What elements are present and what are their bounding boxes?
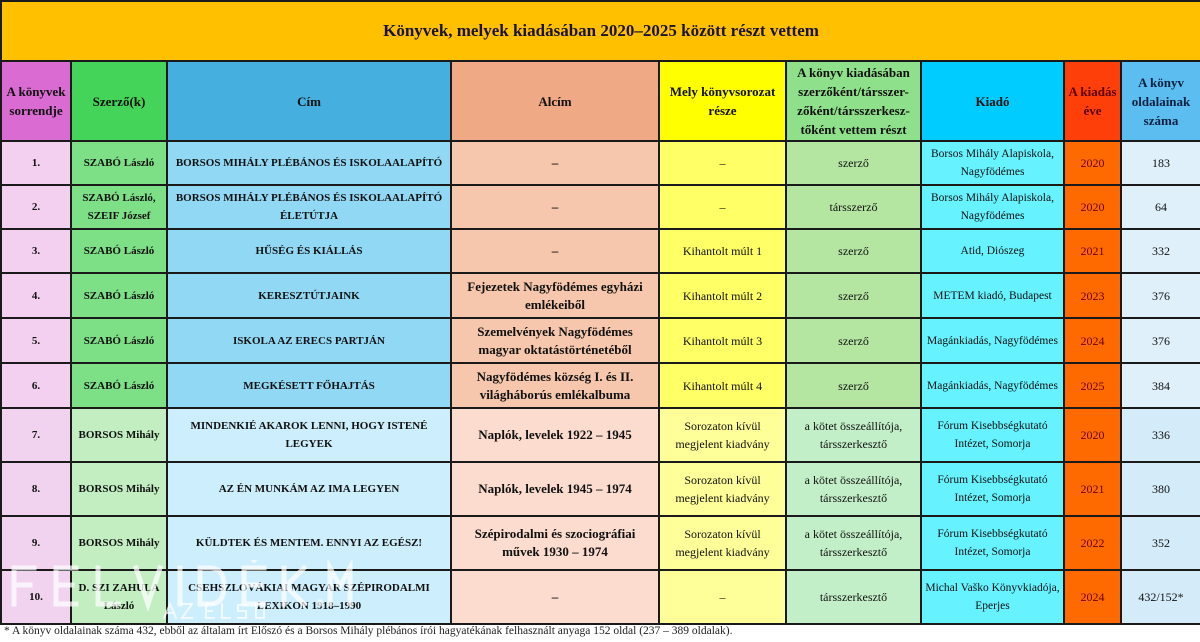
- row-order: 1.: [1, 141, 71, 185]
- header-title: Cím: [167, 61, 451, 141]
- row-order: 9.: [1, 516, 71, 570]
- row-title: HŰSÉG ÉS KIÁLLÁS: [167, 229, 451, 273]
- row-subtitle: –: [451, 570, 659, 624]
- table-title: Könyvek, melyek kiadásában 2020–2025 között részt vettem: [1, 1, 1200, 61]
- row-order: 5.: [1, 318, 71, 363]
- row-subtitle: Szemelvények Nagyfödémes magyar oktatástörténetéből: [451, 318, 659, 363]
- header-series: Mely könyvsorozat része: [659, 61, 786, 141]
- table-row: [1, 516, 1200, 570]
- row-author: BORSOS Mihály: [71, 462, 167, 516]
- table-row: [1, 141, 1200, 185]
- header-row: [1, 61, 1200, 141]
- row-year: 2021: [1064, 229, 1121, 273]
- row-pages: 352: [1121, 516, 1200, 570]
- row-order: 4.: [1, 273, 71, 318]
- row-author: SZABÓ László: [71, 363, 167, 408]
- row-order: 10.: [1, 570, 71, 624]
- row-role: szerző: [786, 273, 921, 318]
- row-title: KERESZTÚTJAINK: [167, 273, 451, 318]
- row-role: a kötet összeállítója, társszerkesztő: [786, 462, 921, 516]
- row-role: szerző: [786, 141, 921, 185]
- header-subtitle: Alcím: [451, 61, 659, 141]
- row-series: Kihantolt múlt 1: [659, 229, 786, 273]
- row-title: MEGKÉSETT FŐHAJTÁS: [167, 363, 451, 408]
- row-subtitle: Fejezetek Nagyfödémes egyházi emlékeiből: [451, 273, 659, 318]
- row-year: 2021: [1064, 462, 1121, 516]
- row-role: szerző: [786, 318, 921, 363]
- row-subtitle: –: [451, 141, 659, 185]
- header-order: A könyvek sorrendje: [1, 61, 71, 141]
- row-title: BORSOS MIHÁLY PLÉBÁNOS ÉS ISKOLAALAPÍTÓ ÉLETÚTJA: [167, 185, 451, 229]
- footnote: * A könyv oldalainak száma 432, ebből az általam írt Előszó és a Borsos Mihály plébános írói hagyatékának felhasznált anyaga 152 oldal (237 – 389 oldalak).: [4, 625, 733, 637]
- row-order: 6.: [1, 363, 71, 408]
- row-order: 8.: [1, 462, 71, 516]
- table-row: [1, 318, 1200, 363]
- header-author: Szerző(k): [71, 61, 167, 141]
- row-author: SZABÓ László: [71, 318, 167, 363]
- row-pages: 384: [1121, 363, 1200, 408]
- row-year: 2020: [1064, 185, 1121, 229]
- row-publisher: Michal Vaško Könyvkiadója, Eperjes: [921, 570, 1064, 624]
- row-role: a kötet összeállítója, társszerkesztő: [786, 516, 921, 570]
- row-role: szerző: [786, 363, 921, 408]
- table-row: [1, 185, 1200, 229]
- header-year: A kiadás éve: [1064, 61, 1121, 141]
- row-role: a kötet összeállítója, társszerkesztő: [786, 408, 921, 462]
- header-publisher: Kiadó: [921, 61, 1064, 141]
- row-role: társszerkesztő: [786, 570, 921, 624]
- row-publisher: Magánkiadás, Nagyfödémes: [921, 318, 1064, 363]
- row-publisher: Fórum Kisebbségkutató Intézet, Somorja: [921, 408, 1064, 462]
- row-year: 2024: [1064, 570, 1121, 624]
- row-year: 2025: [1064, 363, 1121, 408]
- row-publisher: Atid, Diószeg: [921, 229, 1064, 273]
- row-role: szerző: [786, 229, 921, 273]
- row-series: –: [659, 570, 786, 624]
- row-publisher: Borsos Mihály Alapiskola, Nagyfödémes: [921, 185, 1064, 229]
- row-year: 2023: [1064, 273, 1121, 318]
- row-series: Kihantolt múlt 2: [659, 273, 786, 318]
- row-title: AZ ÉN MUNKÁM AZ IMA LEGYEN: [167, 462, 451, 516]
- row-pages: 376: [1121, 318, 1200, 363]
- row-series: Sorozaton kívül megjelent kiadvány: [659, 516, 786, 570]
- row-role: társszerző: [786, 185, 921, 229]
- row-order: 2.: [1, 185, 71, 229]
- row-series: Sorozaton kívül megjelent kiadvány: [659, 408, 786, 462]
- row-year: 2024: [1064, 318, 1121, 363]
- row-publisher: Fórum Kisebbségkutató Intézet, Somorja: [921, 516, 1064, 570]
- row-author: SZABÓ László, SZEIF József: [71, 185, 167, 229]
- row-series: Kihantolt múlt 4: [659, 363, 786, 408]
- row-publisher: Borsos Mihály Alapiskola, Nagyfödémes: [921, 141, 1064, 185]
- table-row: [1, 273, 1200, 318]
- row-subtitle: Nagyfödémes község I. és II. világháborús emlékalbuma: [451, 363, 659, 408]
- row-author: BORSOS Mihály: [71, 408, 167, 462]
- row-series: Kihantolt múlt 3: [659, 318, 786, 363]
- row-subtitle: Szépirodalmi és szociográfiai művek 1930 – 1974: [451, 516, 659, 570]
- row-pages: 336: [1121, 408, 1200, 462]
- row-pages: 332: [1121, 229, 1200, 273]
- row-title: MINDENKIÉ AKAROK LENNI, HOGY ISTENÉ LEGYEK: [167, 408, 451, 462]
- row-publisher: METEM kiadó, Budapest: [921, 273, 1064, 318]
- row-pages: 432/152*: [1121, 570, 1200, 624]
- row-publisher: Fórum Kisebbségkutató Intézet, Somorja: [921, 462, 1064, 516]
- row-title: CSEHSZLOVÁKIAI MAGYAR SZÉPIRODALMI LEXIKON 1918–1990: [167, 570, 451, 624]
- row-title: BORSOS MIHÁLY PLÉBÁNOS ÉS ISKOLAALAPÍTÓ: [167, 141, 451, 185]
- header-role: A könyv kiadásában szerzőként/társszer-zőként/társszerkesz-tőként vettem részt: [786, 61, 921, 141]
- row-order: 3.: [1, 229, 71, 273]
- row-author: SZABÓ László: [71, 273, 167, 318]
- row-series: Sorozaton kívül megjelent kiadvány: [659, 462, 786, 516]
- row-author: SZABÓ László: [71, 229, 167, 273]
- row-order: 7.: [1, 408, 71, 462]
- row-subtitle: Naplók, levelek 1945 – 1974: [451, 462, 659, 516]
- row-year: 2020: [1064, 141, 1121, 185]
- row-pages: 376: [1121, 273, 1200, 318]
- row-title: ISKOLA AZ ERECS PARTJÁN: [167, 318, 451, 363]
- row-author: BORSOS Mihály: [71, 516, 167, 570]
- row-subtitle: –: [451, 229, 659, 273]
- row-pages: 64: [1121, 185, 1200, 229]
- row-series: –: [659, 185, 786, 229]
- row-author: D. SZI ZAHULA László: [71, 570, 167, 624]
- row-title: KÜLDTEK ÉS MENTEM. ENNYI AZ EGÉSZ!: [167, 516, 451, 570]
- table-row: [1, 570, 1200, 624]
- row-subtitle: Naplók, levelek 1922 – 1945: [451, 408, 659, 462]
- row-series: –: [659, 141, 786, 185]
- row-year: 2022: [1064, 516, 1121, 570]
- row-author: SZABÓ László: [71, 141, 167, 185]
- row-pages: 183: [1121, 141, 1200, 185]
- row-publisher: Magánkiadás, Nagyfödémes: [921, 363, 1064, 408]
- table-row: [1, 363, 1200, 408]
- table-row: [1, 229, 1200, 273]
- table-row: [1, 408, 1200, 462]
- table-row: [1, 462, 1200, 516]
- row-pages: 380: [1121, 462, 1200, 516]
- row-year: 2020: [1064, 408, 1121, 462]
- header-pages: A könyv oldalainak száma: [1121, 61, 1200, 141]
- row-subtitle: –: [451, 185, 659, 229]
